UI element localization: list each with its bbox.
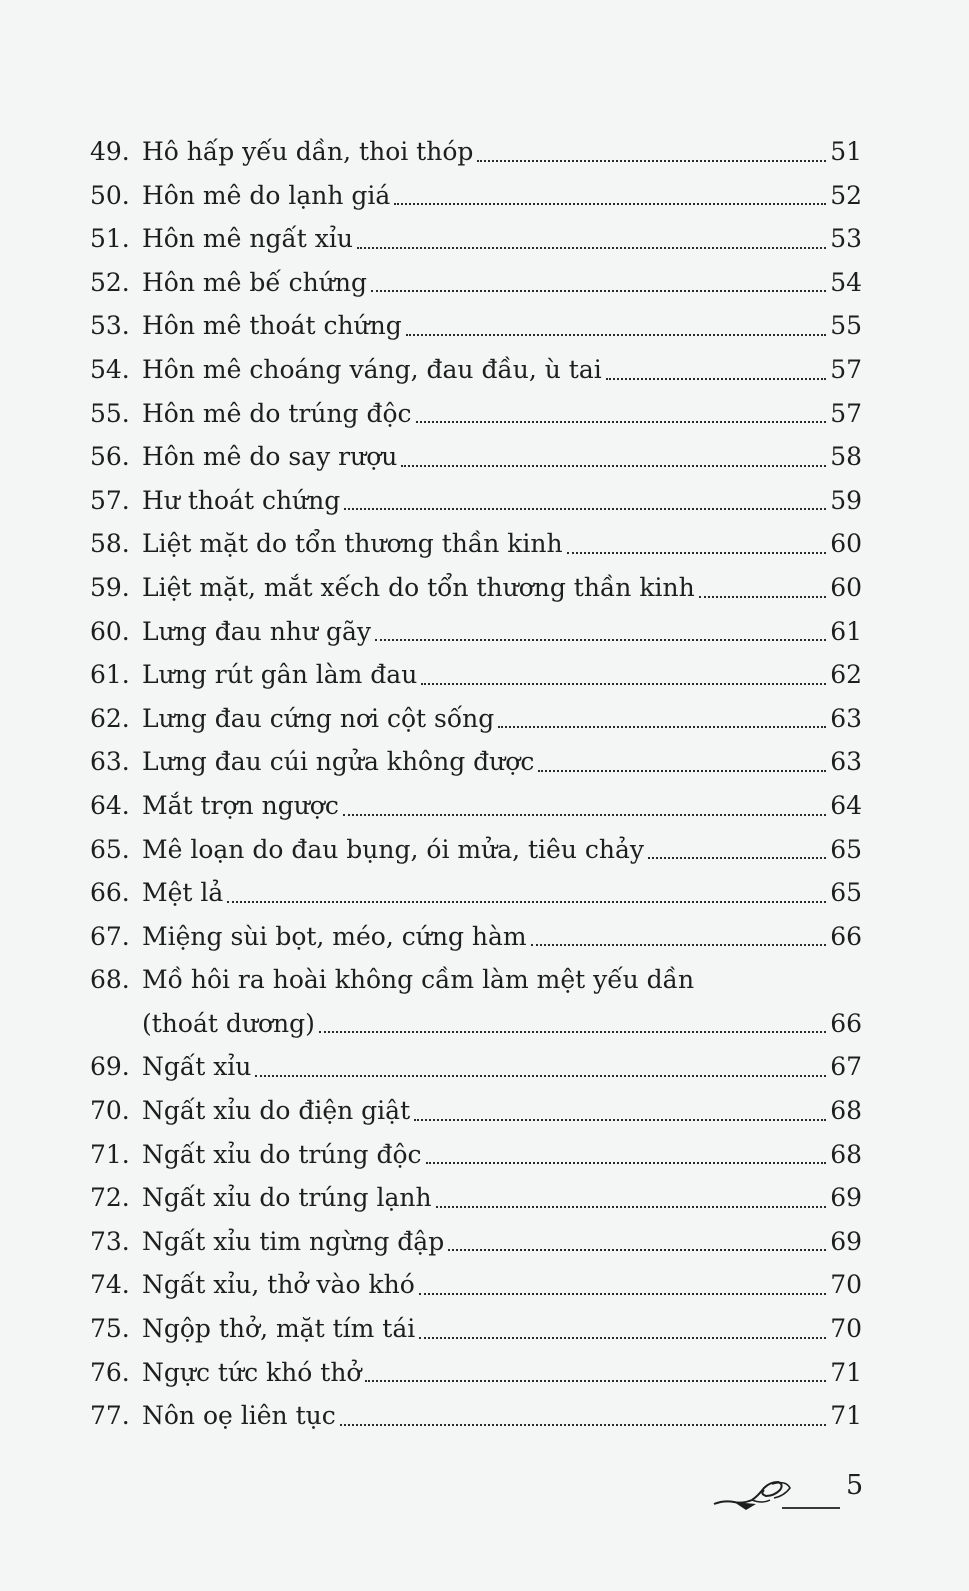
toc-entry <box>90 784 862 828</box>
entry-title: Ngất xỉu do trúng độc <box>142 1139 422 1169</box>
toc-entry <box>90 740 862 784</box>
entry-page-number: 71 <box>830 1357 862 1387</box>
entry-title: Mồ hôi ra hoài không cầm làm mệt yếu dần <box>142 965 695 995</box>
dot-leader <box>340 1424 826 1426</box>
entry-number: 74. <box>90 1270 130 1300</box>
entry-number: 57. <box>90 485 130 515</box>
entry-title: Hôn mê choáng váng, đau đầu, ù tai <box>142 354 602 384</box>
dot-leader <box>538 770 826 772</box>
entry-title: Hôn mê do say rượu <box>142 442 398 472</box>
entry-page-number: 65 <box>830 834 862 864</box>
dot-leader <box>648 857 826 859</box>
toc-entry <box>90 261 862 305</box>
entry-page-number: 63 <box>830 703 862 733</box>
entry-title: Ngất xỉu do điện giật <box>142 1096 411 1126</box>
entry-title: Mê loạn do đau bụng, ói mửa, tiêu chảy <box>142 834 645 864</box>
entry-title: Mệt lả <box>142 878 224 908</box>
dot-leader <box>567 552 827 554</box>
entry-page-number: 61 <box>830 616 862 646</box>
entry-page-number: 59 <box>830 485 862 515</box>
toc-entry <box>90 217 862 261</box>
entry-number: 66. <box>90 878 130 908</box>
entry-title: Lưng đau như gãy <box>142 616 371 646</box>
entry-number: 71. <box>90 1139 130 1169</box>
toc-entry <box>90 871 862 915</box>
entry-page-number: 57 <box>830 398 862 428</box>
dot-leader <box>255 1075 826 1077</box>
toc-entry <box>90 828 862 872</box>
entry-title: Hôn mê thoát chứng <box>142 311 402 341</box>
entry-number: 63. <box>90 747 130 777</box>
entry-page-number: 68 <box>830 1139 862 1169</box>
entry-title: Ngất xỉu, thở vào khó <box>142 1270 415 1300</box>
entry-number: 59. <box>90 572 130 602</box>
entry-title: Hô hấp yếu dần, thoi thóp <box>142 137 474 166</box>
entry-page-number: 54 <box>830 267 862 297</box>
entry-page-number: 60 <box>830 572 862 602</box>
entry-page-number: 70 <box>830 1314 862 1344</box>
toc-entry <box>90 697 862 741</box>
toc-entry <box>90 958 862 1002</box>
entry-number: 54. <box>90 354 130 384</box>
dot-leader <box>227 901 826 903</box>
dot-leader <box>498 726 826 728</box>
entry-page-number: 68 <box>830 1096 862 1126</box>
toc-entry <box>90 1263 862 1307</box>
dot-leader <box>436 1206 827 1208</box>
toc-entry <box>90 915 862 959</box>
dot-leader <box>419 1337 826 1339</box>
entry-title: (thoát dương) <box>142 1008 315 1038</box>
entry-title: Ngực tức khó thở <box>142 1357 362 1387</box>
dot-leader <box>344 508 826 510</box>
dot-leader <box>414 1119 826 1121</box>
dot-leader <box>421 683 826 685</box>
entry-title: Liệt mặt, mắt xếch do tổn thương thần kinh <box>142 572 695 602</box>
entry-number: 77. <box>90 1401 130 1431</box>
entry-page-number: 58 <box>830 442 862 472</box>
entry-number: 50. <box>90 180 130 210</box>
entry-number: 67. <box>90 921 130 951</box>
entry-number: 73. <box>90 1226 130 1256</box>
dot-leader <box>416 421 827 423</box>
entry-title: Ngất xỉu <box>142 1052 252 1082</box>
dot-leader <box>319 1031 826 1033</box>
dot-leader <box>426 1162 827 1164</box>
entry-number: 68. <box>90 965 130 995</box>
page-number: 5 <box>846 1470 864 1501</box>
entry-title: Hôn mê bế chứng <box>142 267 367 297</box>
entry-number: 69. <box>90 1052 130 1082</box>
toc-entry <box>90 1307 862 1351</box>
entry-title: Liệt mặt do tổn thương thần kinh <box>142 529 563 559</box>
dot-leader <box>357 247 826 249</box>
entry-number: 51. <box>90 224 130 254</box>
entry-title: Ngộp thở, mặt tím tái <box>142 1314 416 1344</box>
dot-leader <box>365 1380 826 1382</box>
entry-page-number: 63 <box>830 747 862 777</box>
toc-entry <box>90 1220 862 1264</box>
toc-entry <box>90 1002 862 1046</box>
entry-title: Nôn oẹ liên tục <box>142 1401 336 1431</box>
dot-leader <box>699 596 827 598</box>
entry-title: Lưng đau cứng nơi cột sống <box>142 703 495 733</box>
dot-leader <box>401 465 826 467</box>
entry-number: 55. <box>90 398 130 428</box>
entry-title: Hư thoát chứng <box>142 485 341 515</box>
entry-title: Mắt trợn ngược <box>142 790 339 820</box>
toc-entry <box>90 1351 862 1395</box>
entry-number: 64. <box>90 790 130 820</box>
dot-leader <box>531 944 827 946</box>
toc-entry <box>90 1394 862 1438</box>
table-of-contents <box>90 130 862 1438</box>
entry-number: 61. <box>90 660 130 690</box>
toc-entry <box>90 1089 862 1133</box>
entry-number: 70. <box>90 1096 130 1126</box>
dot-leader <box>375 639 826 641</box>
dot-leader <box>419 1293 826 1295</box>
entry-page-number: 64 <box>830 790 862 820</box>
entry-page-number: 66 <box>830 1008 862 1038</box>
toc-entry <box>90 1045 862 1089</box>
dot-leader <box>606 378 826 380</box>
entry-page-number: 65 <box>830 878 862 908</box>
toc-entry <box>90 304 862 348</box>
toc-entry <box>90 610 862 654</box>
entry-number: 60. <box>90 616 130 646</box>
toc-entry <box>90 522 862 566</box>
dot-leader <box>394 203 826 205</box>
entry-title: Hôn mê do trúng độc <box>142 398 412 428</box>
entry-page-number: 53 <box>830 224 862 254</box>
entry-title: Miệng sùi bọt, méo, cứng hàm <box>142 921 527 951</box>
entry-number: 75. <box>90 1314 130 1344</box>
entry-number: 52. <box>90 267 130 297</box>
toc-entry <box>90 348 862 392</box>
dot-leader <box>477 160 826 162</box>
entry-number: 56. <box>90 442 130 472</box>
entry-page-number: 57 <box>830 354 862 384</box>
toc-entry <box>90 1133 862 1177</box>
dot-leader <box>343 814 826 816</box>
dot-leader <box>448 1249 826 1251</box>
toc-entry <box>90 392 862 436</box>
entry-page-number: 52 <box>830 180 862 210</box>
entry-title: Lưng đau cúi ngửa không được <box>142 747 535 777</box>
entry-page-number: 69 <box>830 1183 862 1213</box>
entry-title: Lưng rút gân làm đau <box>142 660 418 690</box>
entry-page-number: 69 <box>830 1226 862 1256</box>
entry-title: Ngất xỉu tim ngừng đập <box>142 1226 445 1256</box>
entry-number: 65. <box>90 834 130 864</box>
entry-page-number: 67 <box>830 1052 862 1082</box>
toc-entry <box>90 479 862 523</box>
entry-page-number: 62 <box>830 660 862 690</box>
entry-number: 53. <box>90 311 130 341</box>
entry-number: 76. <box>90 1357 130 1387</box>
entry-title: Hôn mê ngất xỉu <box>142 224 353 254</box>
entry-number: 72. <box>90 1183 130 1213</box>
dot-leader <box>406 334 826 336</box>
toc-entry <box>90 130 862 174</box>
toc-entry <box>90 174 862 218</box>
entry-number: 49. <box>90 137 130 166</box>
toc-entry <box>90 566 862 610</box>
entry-page-number: 55 <box>830 311 862 341</box>
entry-number: 62. <box>90 703 130 733</box>
entry-page-number: 60 <box>830 529 862 559</box>
entry-page-number: 71 <box>830 1401 862 1431</box>
toc-entry <box>90 1176 862 1220</box>
entry-number: 58. <box>90 529 130 559</box>
entry-page-number: 66 <box>830 921 862 951</box>
entry-title: Ngất xỉu do trúng lạnh <box>142 1183 432 1213</box>
entry-page-number: 51 <box>830 137 862 166</box>
entry-title: Hôn mê do lạnh giá <box>142 180 391 210</box>
toc-entry <box>90 653 862 697</box>
toc-entry <box>90 435 862 479</box>
dot-leader <box>371 290 826 292</box>
entry-page-number: 70 <box>830 1270 862 1300</box>
